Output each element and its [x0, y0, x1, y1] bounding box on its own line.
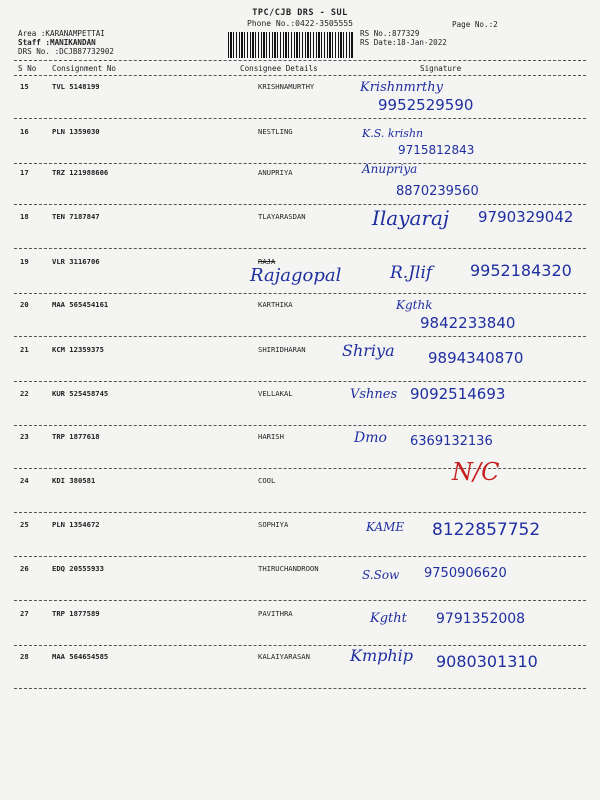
row-phone: 8122857752 [432, 520, 541, 540]
row-sno: 15 [20, 82, 29, 91]
row-phone: 9080301310 [436, 652, 538, 671]
row-phone: 9092514693 [410, 385, 506, 403]
row-sno: 22 [20, 389, 29, 398]
row-consignment-no: KDI 380581 [52, 476, 96, 485]
row-phone: 9750906620 [424, 566, 507, 581]
row-consignment-no: VLR 3116706 [52, 257, 100, 266]
header-rule-top [14, 60, 586, 61]
row-sno: 21 [20, 345, 29, 354]
row-divider [14, 512, 586, 513]
row-signature: KAME [366, 520, 405, 534]
row-phone: 9715812843 [398, 143, 475, 157]
row-divider [14, 336, 586, 337]
row-consignment-no: TEN 7187847 [52, 212, 100, 221]
row-signature: Dmo [354, 430, 387, 446]
row-consignment-no: TVL 5148199 [52, 82, 100, 91]
row-divider [14, 293, 586, 294]
row-consignee-name: PAVITHRA [258, 609, 293, 618]
row-consignee-name: TLAYARASDAN [258, 212, 306, 221]
row-signature: Kmphip [350, 646, 414, 665]
row-consignee-name: ANUPRIYA [258, 168, 293, 177]
row-consignment-no: TRZ 121988606 [52, 168, 109, 177]
row-sno: 17 [20, 168, 29, 177]
col-consignment: Consignment No [52, 64, 117, 73]
row-phone: 9791352008 [436, 611, 526, 627]
row-phone: 9894340870 [428, 349, 524, 367]
row-sno: 23 [20, 432, 29, 441]
row-divider [14, 118, 586, 119]
row-signature: Shriya [342, 341, 395, 360]
row-consignment-no: TRP 1877618 [52, 432, 100, 441]
staff-label: Staff :MANIKANDAN [18, 38, 96, 47]
header-rule-bottom [14, 75, 586, 76]
row-phone: 6369132136 [410, 434, 493, 449]
area-label: Area :KARANAMPETTAI [18, 29, 105, 38]
col-signature: Signature [420, 64, 462, 73]
row-consignment-no: TRP 1877589 [52, 609, 100, 618]
row-sno: 26 [20, 564, 29, 573]
row-consignee-name: VELLAKAL [258, 389, 293, 398]
sheet-title: TPC/CJB DRS - SUL [252, 8, 348, 18]
row-divider [14, 381, 586, 382]
barcode [228, 32, 354, 58]
row-consignment-no: MAA 565454161 [52, 300, 109, 309]
row-sno: 24 [20, 476, 29, 485]
row-signature: Ilayaraj [372, 206, 450, 230]
row-consignee-name: KALAIYARASAN [258, 652, 310, 661]
row-signature: Kgthk [396, 298, 433, 312]
row-divider [14, 600, 586, 601]
rs-date: RS Date:18-Jan-2022 [360, 38, 447, 47]
rs-number: RS No.:877329 [360, 29, 420, 38]
row-sno: 18 [20, 212, 29, 221]
col-sno: S No [18, 64, 37, 73]
row-divider [14, 468, 586, 469]
row-signature: S.Sow [362, 568, 400, 582]
row-signature: N/C [452, 458, 500, 486]
row-sno: 28 [20, 652, 29, 661]
page-number: Page No.:2 [452, 20, 498, 29]
row-sno: 19 [20, 257, 29, 266]
row-phone: 8870239560 [396, 184, 479, 199]
row-divider [14, 688, 586, 689]
row-consignee-name: COOL [258, 476, 276, 485]
row-divider [14, 248, 586, 249]
row-consignment-no: KUR 525458745 [52, 389, 109, 398]
row-divider [14, 204, 586, 205]
row-consignee-name: NESTLING [258, 127, 293, 136]
row-consignment-no: PLN 1359030 [52, 127, 100, 136]
row-signature-initials: R.Jlif [390, 263, 433, 283]
row-signature: Rajagopal [250, 265, 342, 286]
row-signature: Vshnes [350, 387, 398, 402]
row-divider [14, 425, 586, 426]
row-consignee-name: THIRUCHANDROON [258, 564, 319, 573]
office-phone: Phone No.:0422-3505555 [247, 19, 353, 28]
row-phone: 9952529590 [378, 96, 474, 114]
drs-number: DRS No. :DCJB87732902 [18, 47, 115, 56]
row-sno: 25 [20, 520, 29, 529]
row-sno: 27 [20, 609, 29, 618]
col-consignee: Consignee Details [240, 64, 318, 73]
row-signature: Kgtht [370, 611, 407, 626]
row-consignee-name: SOPHIYA [258, 520, 289, 529]
row-consignment-no: KCM 12359375 [52, 345, 104, 354]
row-phone: 9790329042 [478, 208, 574, 226]
row-consignee-name: RAJA [258, 257, 276, 266]
row-consignee-name: HARISH [258, 432, 284, 441]
row-consignment-no: EDQ 20555933 [52, 564, 104, 573]
row-signature: Anupriya [362, 162, 418, 176]
row-consignee-name: KRISHNAMURTHY [258, 82, 315, 91]
row-divider [14, 645, 586, 646]
row-consignment-no: MAA 564654585 [52, 652, 109, 661]
row-divider [14, 556, 586, 557]
row-phone: 9952184320 [470, 261, 572, 280]
row-sno: 16 [20, 127, 29, 136]
row-signature: Krishnmrthy [360, 80, 443, 95]
row-divider [14, 163, 586, 164]
row-consignee-name: KARTHIKA [258, 300, 293, 309]
row-consignee-name: SHIRIDHARAN [258, 345, 306, 354]
row-consignment-no: PLN 1354672 [52, 520, 100, 529]
row-phone: 9842233840 [420, 314, 516, 332]
row-signature: K.S. krishn [362, 127, 424, 140]
row-sno: 20 [20, 300, 29, 309]
